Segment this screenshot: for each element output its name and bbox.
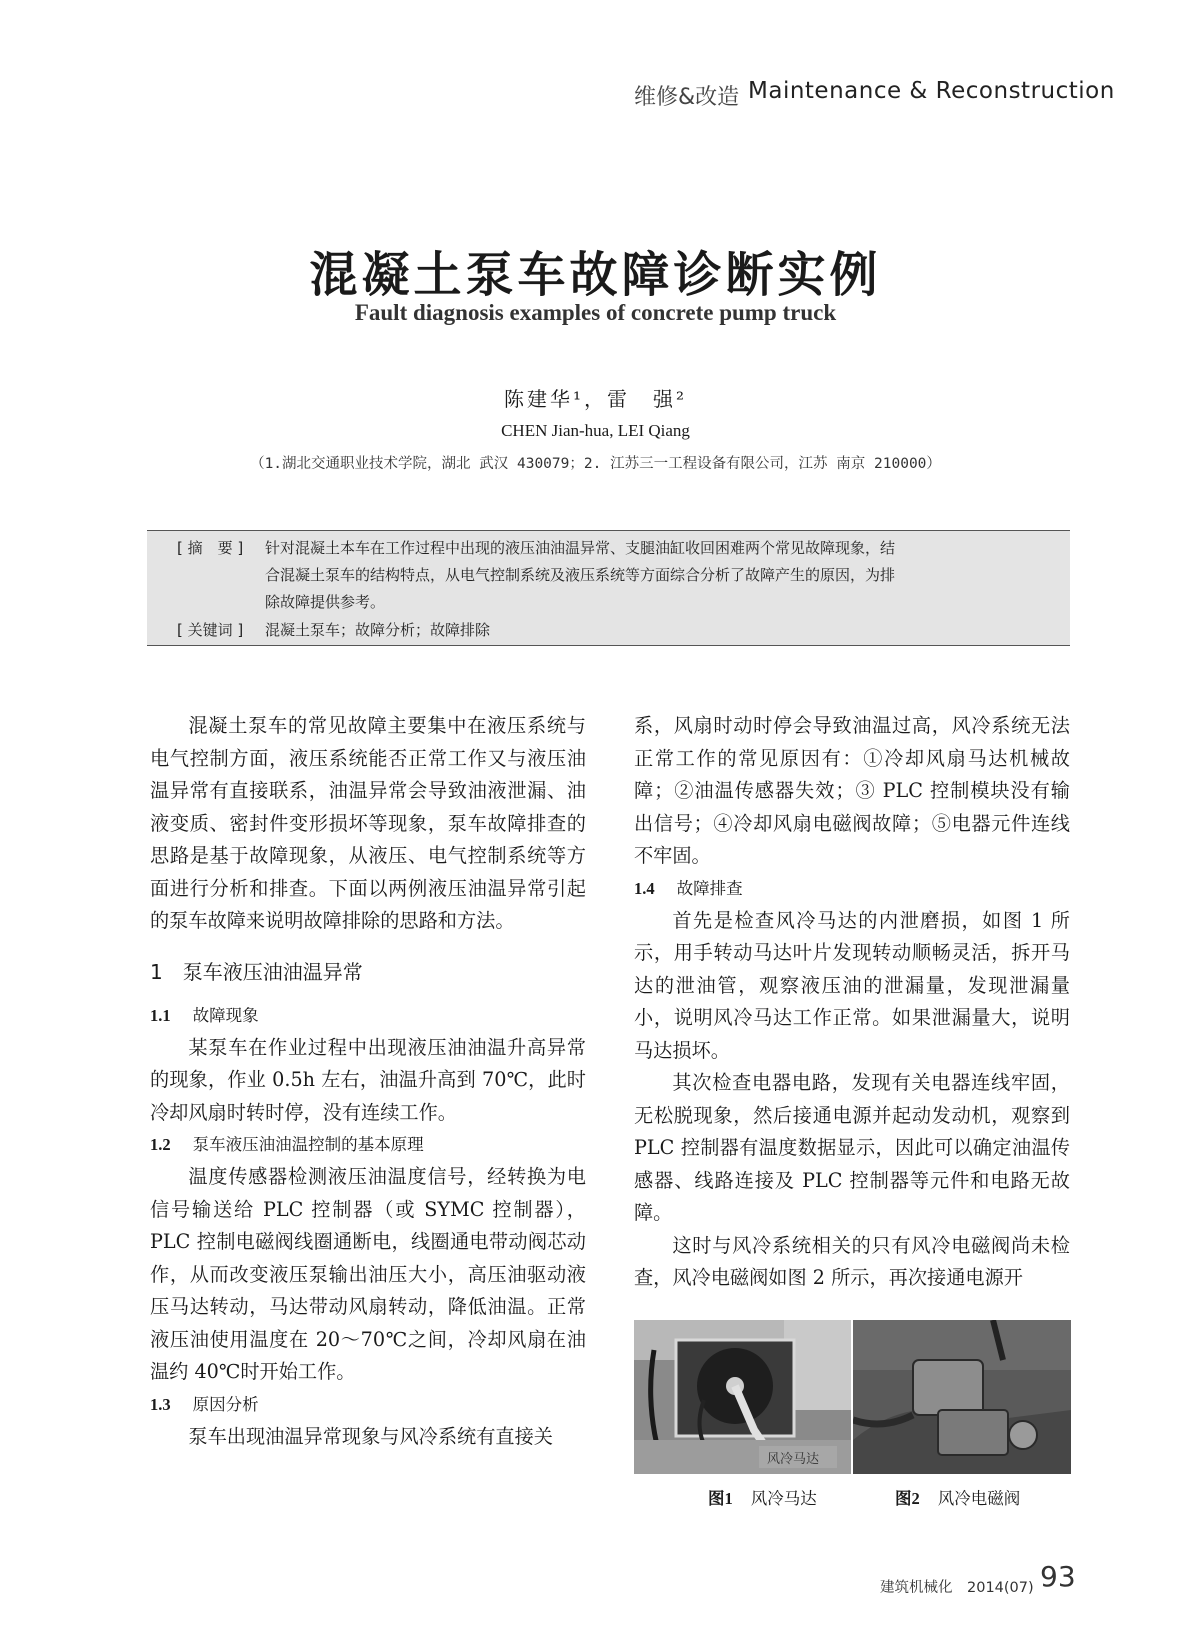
intro-paragraph: 混凝土泵车的常见故障主要集中在液压系统与电气控制方面，液压系统能否正常工作又与液压油温异常有直接联系，油温异常会导致油液泄漏、油液变质、密封件变形损坏等现象，泵车故障排查的思路是基于故障现象，从液压、电气控制系统等方面进行分析和排查。下面以两例液压油温异常引起的泵车故障来说明故障排除的思路和方法。: [150, 714, 586, 932]
subsection-heading-1-2: [150, 1129, 586, 1161]
keywords-label: [ 关键词 ]: [177, 621, 244, 639]
figure-1-photo: [634, 1320, 851, 1474]
subsection-number: 1.3: [150, 1394, 171, 1414]
subsection-number: 1.1: [150, 1005, 171, 1025]
figure-1-caption: [708, 1485, 817, 1509]
page-title: 混凝土泵车故障诊断实例: [309, 247, 882, 303]
paragraph-1-4-c: 这时与风冷系统相关的只有风冷电磁阀尚未检查，风冷电磁阀如图 2 所示，再次接通电源开: [634, 1233, 1070, 1289]
paragraph-continued: 系，风扇时动时停会导致油温过高，风冷系统无法正常工作的常见原因有：①冷却风扇马达机械故障；②油温传感器失效；③ PLC 控制模块没有输出信号；④冷却风扇电磁阀故障；⑤电器元件连线不牢固。: [634, 714, 1070, 867]
authors: 陈建华¹，雷 强²: [503, 387, 688, 411]
abstract-line: 合混凝土泵车的结构特点，从电气控制系统及液压系统等方面综合分析了故障产生的原因，为排: [265, 566, 896, 584]
subsection-heading-1-1: [150, 1000, 586, 1032]
figure-2-number: 图2: [895, 1489, 920, 1508]
subsection-title: 原因分析: [192, 1394, 259, 1414]
page-subtitle-en: Fault diagnosis examples of concrete pump truck: [354, 300, 837, 325]
section-heading-1: 1 泵车液压油油温异常: [150, 959, 363, 984]
figure-2-caption-text: 风冷电磁阀: [937, 1489, 1021, 1508]
page-number: 93: [1040, 1560, 1076, 1593]
figure-1-number: 图1: [708, 1489, 733, 1508]
subsection-number: 1.4: [634, 878, 655, 898]
running-header-cn: 维修&改造: [634, 85, 740, 110]
subsection-heading-1-3: [150, 1389, 586, 1421]
authors-en: CHEN Jian-hua, LEI Qiang: [501, 421, 690, 440]
right-column: [634, 710, 1070, 1295]
paragraph-1-4-b: 其次检查电器电路，发现有关电器连线牢固，无松脱现象，然后接通电源并起动发动机，观察到 PLC 控制器有温度数据显示，因此可以确定油温传感器、线路连接及 PLC 控制器等元件和电路无故障。: [634, 1071, 1070, 1224]
subsection-title: 泵车液压油油温控制的基本原理: [192, 1135, 424, 1154]
abstract-box: [147, 530, 1070, 646]
figure-2-photo: [853, 1320, 1071, 1474]
subsection-title: 故障现象: [192, 1005, 259, 1025]
paragraph-1-3: 泵车出现油温异常现象与风冷系统有直接关: [188, 1424, 553, 1448]
journal-footer: 建筑机械化 2014(07): [880, 1580, 1034, 1596]
paragraph-1-1: 某泵车在作业过程中出现液压油油温升高异常的现象，作业 0.5h 左右，油温升高到 70℃，此时冷却风扇时转时停，没有连续工作。: [150, 1035, 586, 1124]
running-header-en: Maintenance & Reconstruction: [748, 78, 1115, 104]
subsection-title: 故障排查: [676, 878, 743, 898]
solenoid-valve-illustration: [853, 1320, 1071, 1474]
paragraph-1-4-a: 首先是检查风冷马达的内泄磨损，如图 1 所示，用手转动马达叶片发现转动顺畅灵活，拆开马达的泄油管，观察液压油的泄漏量，发现泄漏量小，说明风冷马达工作正常。如果泄漏量大，说明马达损坏。: [634, 908, 1070, 1062]
left-column: [150, 710, 586, 1453]
abstract-line: 针对混凝土本车在工作过程中出现的液压油油温异常、支腿油缸收回困难两个常见故障现象，结: [265, 539, 896, 557]
subsection-number: 1.2: [150, 1135, 171, 1154]
figure-1-photo-label: 风冷马达: [767, 1452, 820, 1467]
subsection-heading-1-4: [634, 873, 1070, 905]
figure-1-caption-text: 风冷马达: [750, 1489, 817, 1508]
keywords-text: 混凝土泵车；故障分析；故障排除: [265, 621, 491, 639]
affiliation: （1.湖北交通职业技术学院，湖北 武汉 430079；2. 江苏三一工程设备有限公司，江苏 南京 210000）: [250, 456, 941, 472]
paragraph-1-2: 温度传感器检测液压油温度信号，经转换为电信号输送给 PLC 控制器（或 SYMC 控制器），PLC 控制电磁阀线圈通断电，线圈通电带动阀芯动作，从而改变液压泵输出油压大小，高压油驱动液压马达转动，马达带动风扇转动，降低油温。正常液压油使用温度在 20～70℃之间，冷却风扇在油温约 40℃时开始工作。: [150, 1165, 586, 1383]
abstract-label: [ 摘 要 ]: [177, 539, 244, 557]
abstract-line: 除故障提供参考。: [265, 593, 386, 611]
figure-2-caption: [895, 1485, 1020, 1509]
